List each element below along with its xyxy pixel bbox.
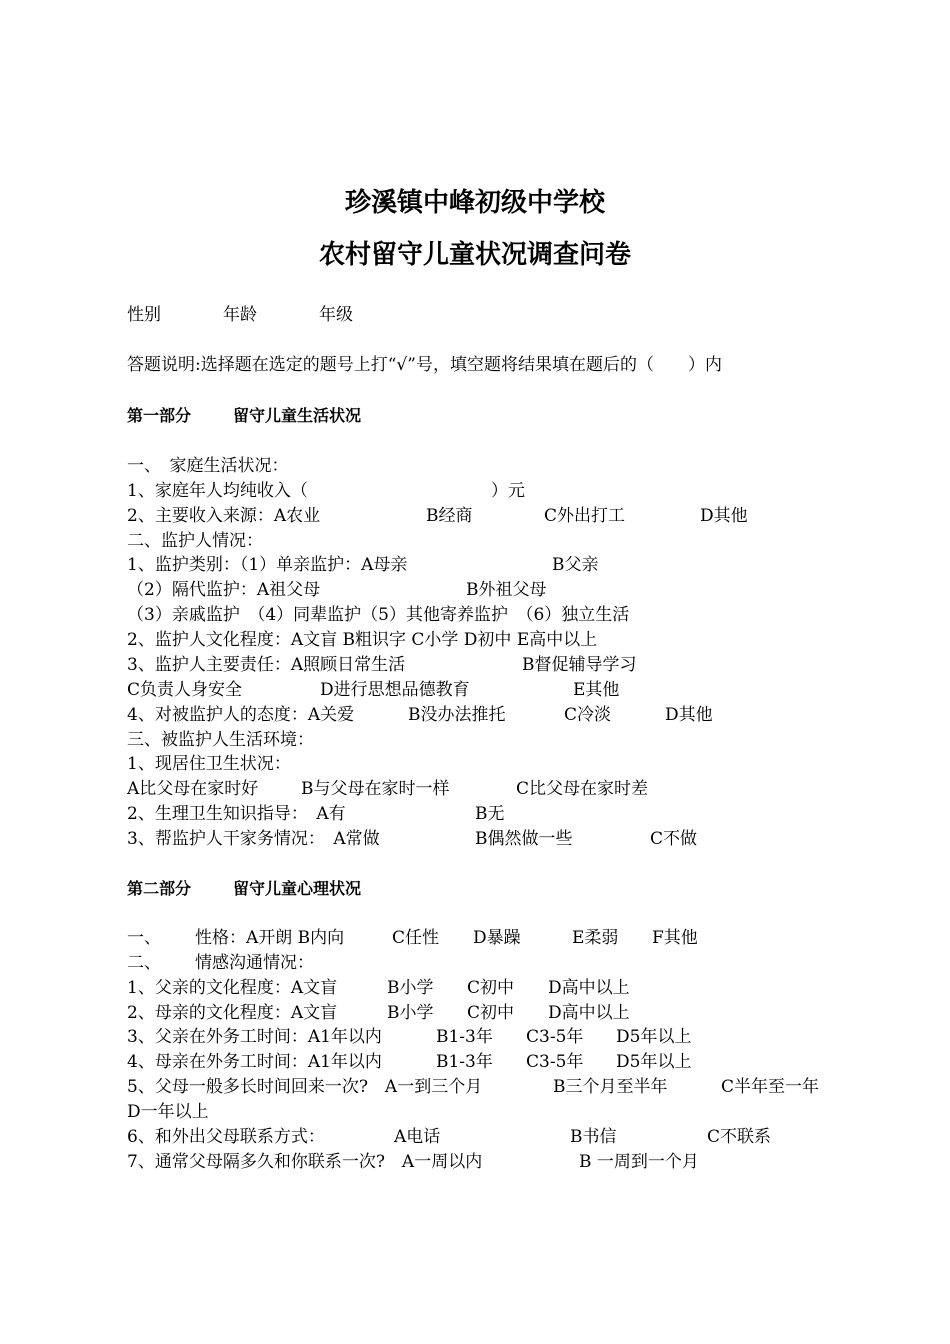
option-f: F其他	[652, 928, 698, 948]
option-c: C不联系	[707, 1127, 772, 1147]
option-c: C不做	[650, 829, 698, 849]
option-b: B1-3年	[436, 1052, 493, 1072]
question-text: 2、母亲的文化程度：A文盲	[127, 1003, 338, 1023]
grade-field: 年级	[319, 305, 353, 325]
survey-title: 农村留守儿童状况调查问卷	[318, 240, 631, 270]
option-b: B督促辅导学习	[522, 655, 637, 675]
question-text: 性格：A开朗 B内向	[195, 928, 345, 948]
instructions: 答题说明:选择题在选定的题号上打“√”号，填空题将结果填在题后的（ ）内	[127, 355, 722, 375]
section-title: 情感沟通情况：	[195, 953, 314, 973]
option-b: B没办法推托	[408, 705, 506, 725]
question-text: 1、监护类别：（1）单亲监护：A母亲	[127, 555, 408, 575]
option-b: B三个月至半年	[553, 1077, 668, 1097]
option-b: B偶然做一些	[475, 829, 573, 849]
question-guardian-type-3: （3）亲戚监护 （4）同辈监护（5）其他寄养监护 （6）独立生活	[127, 605, 630, 625]
option-d: D进行思想品德教育	[320, 680, 470, 700]
question-text: 6、和外出父母联系方式：	[127, 1127, 325, 1147]
option-d: D其他	[700, 506, 748, 526]
option-c: C3-5年	[526, 1027, 584, 1047]
option-b: B 一周到一个月	[579, 1152, 699, 1172]
option-b: B小学	[387, 978, 434, 998]
option-c: C外出打工	[544, 506, 626, 526]
option-c: C冷淡	[564, 705, 612, 725]
part1-label: 第一部分	[127, 406, 192, 425]
option-d: D其他	[665, 705, 713, 725]
option-b: B1-3年	[436, 1027, 493, 1047]
option-d: D高中以上	[548, 978, 630, 998]
question-return-frequency-2: D一年以上	[127, 1102, 209, 1122]
option-b: B小学	[387, 1003, 434, 1023]
question-number: 二、	[127, 953, 161, 973]
question-text: （2）隔代监护：A祖父母	[127, 580, 321, 600]
question-text: 1、父亲的文化程度：A文盲	[127, 978, 338, 998]
option-e: E其他	[573, 680, 620, 700]
option-c: C比父母在家时差	[516, 779, 649, 799]
question-text: 3、监护人主要责任：A照顾日常生活	[127, 655, 406, 675]
question-text: 2、生理卫生知识指导： A有	[127, 804, 346, 824]
question-text: 4、母亲在外务工时间：A1年以内	[127, 1052, 382, 1072]
option-c: C负责人身安全	[127, 680, 243, 700]
question-text: 4、对被监护人的态度：A关爱	[127, 705, 355, 725]
question-text: 3、帮监护人干家务情况： A常做	[127, 829, 380, 849]
option-a: A比父母在家时好	[127, 779, 259, 799]
question-text: 3、父亲在外务工时间：A1年以内	[127, 1027, 382, 1047]
option-b: B与父母在家时一样	[301, 779, 450, 799]
question-contact-frequency	[127, 1150, 699, 1246]
option-a: A电话	[394, 1127, 441, 1147]
option-d: D5年以上	[616, 1027, 692, 1047]
part1-title: 留守儿童生活状况	[233, 406, 362, 425]
option-b: B书信	[570, 1127, 617, 1147]
question-text: 7、通常父母隔多久和你联系一次? A一周以内	[127, 1152, 483, 1172]
question-text: 5、父母一般多长时间回来一次? A一到三个月	[127, 1077, 483, 1097]
option-e: E柔弱	[572, 928, 619, 948]
option-c: C半年至一年	[721, 1077, 820, 1097]
option-d: D5年以上	[616, 1052, 692, 1072]
option-c: C初中	[467, 1003, 515, 1023]
question-hygiene: 1、现居住卫生状况：	[127, 754, 291, 774]
option-b: B无	[475, 804, 505, 824]
option-d: D高中以上	[548, 1003, 630, 1023]
part2-label: 第二部分	[127, 879, 192, 898]
gender-field: 性别	[127, 305, 161, 325]
option-c: C初中	[467, 978, 515, 998]
environment-heading: 三、被监护人生活环境：	[127, 730, 314, 750]
income-unit: ）元	[491, 481, 525, 501]
school-title: 珍溪镇中峰初级中学校	[344, 188, 605, 218]
option-c: C任性	[392, 928, 440, 948]
option-d: D暴躁	[473, 928, 521, 948]
option-c: C3-5年	[526, 1052, 584, 1072]
question-text: 2、主要收入来源：A农业	[127, 506, 321, 526]
option-b: B父亲	[552, 555, 599, 575]
question-guardian-education: 2、监护人文化程度：A文盲 B粗识字 C小学 D初中 E高中以上	[127, 630, 598, 650]
age-field: 年龄	[223, 305, 257, 325]
guardian-heading: 二、监护人情况：	[127, 531, 263, 551]
question-text: 1、家庭年人均纯收入（	[127, 481, 308, 501]
part2-title: 留守儿童心理状况	[233, 879, 362, 898]
question-number: 一、	[127, 928, 161, 948]
option-b: B外祖父母	[466, 580, 547, 600]
family-heading: 一、 家庭生活状况：	[127, 456, 289, 476]
option-b: B经商	[426, 506, 473, 526]
